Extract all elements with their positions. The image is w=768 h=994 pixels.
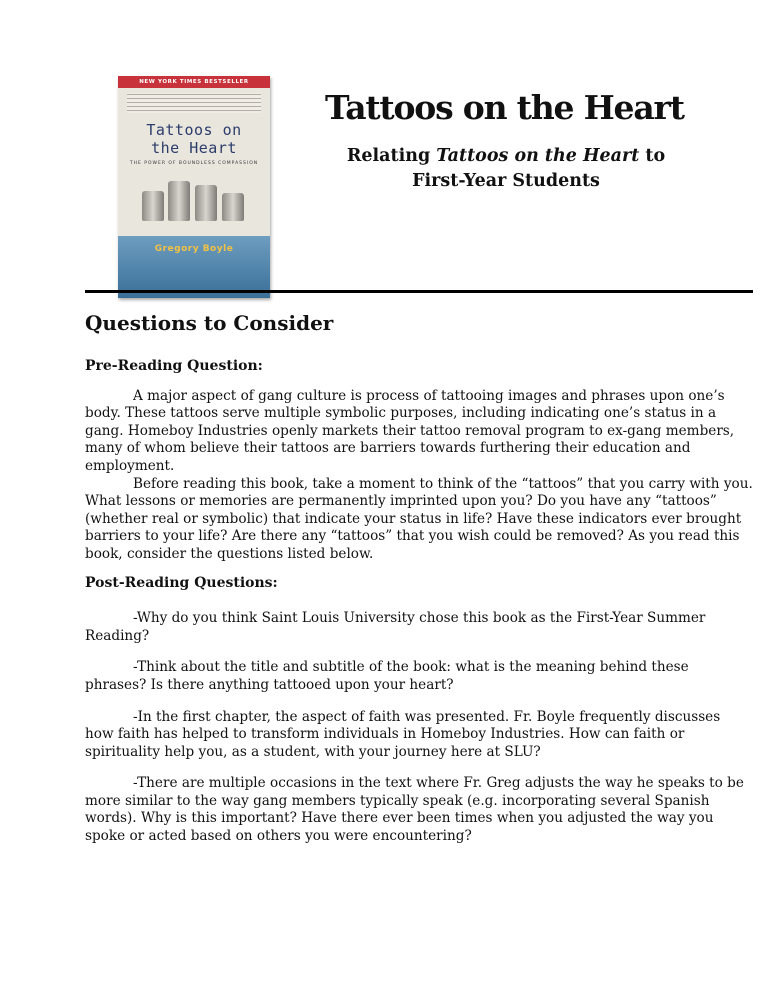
cover-title-line1: Tattoos on (146, 121, 242, 139)
pre-reading-paragraph-1: A major aspect of gang culture is process of tattooing images and phrases upon one’s body. These tattoos serve multiple symbolic purposes, including indicating one’s status in a gang. Homeboy Industries openly markets their tattoo removal program to ex-gang members, many of whom believe their tattoos are barriers towards furthering their education and employment. (85, 387, 735, 474)
pre-reading-paragraph-2: Before reading this book, take a moment to think of the “tattoos” that you carry with you. What lessons or memories are permanently imprinted upon you? Do you have any “tattoos” (whether real or symbolic) that indicate your status in life? Have these indicators ever brought barriers to your life? Are there any “tattoos” that you wish could be removed? As you read this book, consider the questions listed below. (85, 475, 753, 562)
questions-content (85, 358, 753, 846)
cover-banner: NEW YORK TIMES BESTSELLER (118, 76, 270, 88)
horizontal-divider (85, 290, 753, 293)
page-subtitle (330, 144, 682, 194)
subtitle-line2: First-Year Students (412, 171, 600, 191)
cover-title-line2: the Heart (151, 139, 237, 157)
post-reading-heading: Post-Reading Questions: (85, 574, 278, 591)
question-item: -Why do you think Saint Louis University chose this book as the First-Year Summer Reading? (85, 610, 706, 644)
cover-subtitle: THE POWER OF BOUNDLESS COMPASSION (129, 161, 259, 166)
cover-blurb (127, 93, 261, 113)
question-item: -In the first chapter, the aspect of faith was presented. Fr. Boyle frequently discusses how faith has helped to transform individuals in Homeboy Industries. How can faith or spirituality help you, as a student, with your journey here at SLU? (85, 708, 721, 760)
subtitle-part2: to (639, 146, 666, 166)
subtitle-part1: Relating (346, 146, 437, 166)
cover-author: Gregory Boyle (154, 244, 234, 254)
cover-footnote (118, 274, 270, 279)
question-item: -There are multiple occasions in the text where Fr. Greg adjusts the way he speaks to be more similar to the way gang members typically speak (e.g. incorporating several Spanish words). Why is this important? Have there ever been times when you adjusted the way you spoke or acted based on others you were encountering? (85, 775, 744, 845)
section-heading: Questions to Consider (85, 311, 334, 335)
cover-artwork (138, 177, 250, 221)
subtitle-book-title: Tattoos on the Heart (436, 146, 640, 166)
cover-author-role (118, 255, 270, 260)
page-title: Tattoos on the Heart (325, 88, 684, 127)
book-cover-image (118, 76, 270, 298)
cover-author-band (118, 236, 270, 298)
pre-reading-heading: Pre-Reading Question: (85, 358, 263, 374)
cover-title (118, 121, 270, 157)
question-item: -Think about the title and subtitle of the book: what is the meaning behind these phrases? Is there anything tattooed upon your heart? (85, 659, 689, 693)
